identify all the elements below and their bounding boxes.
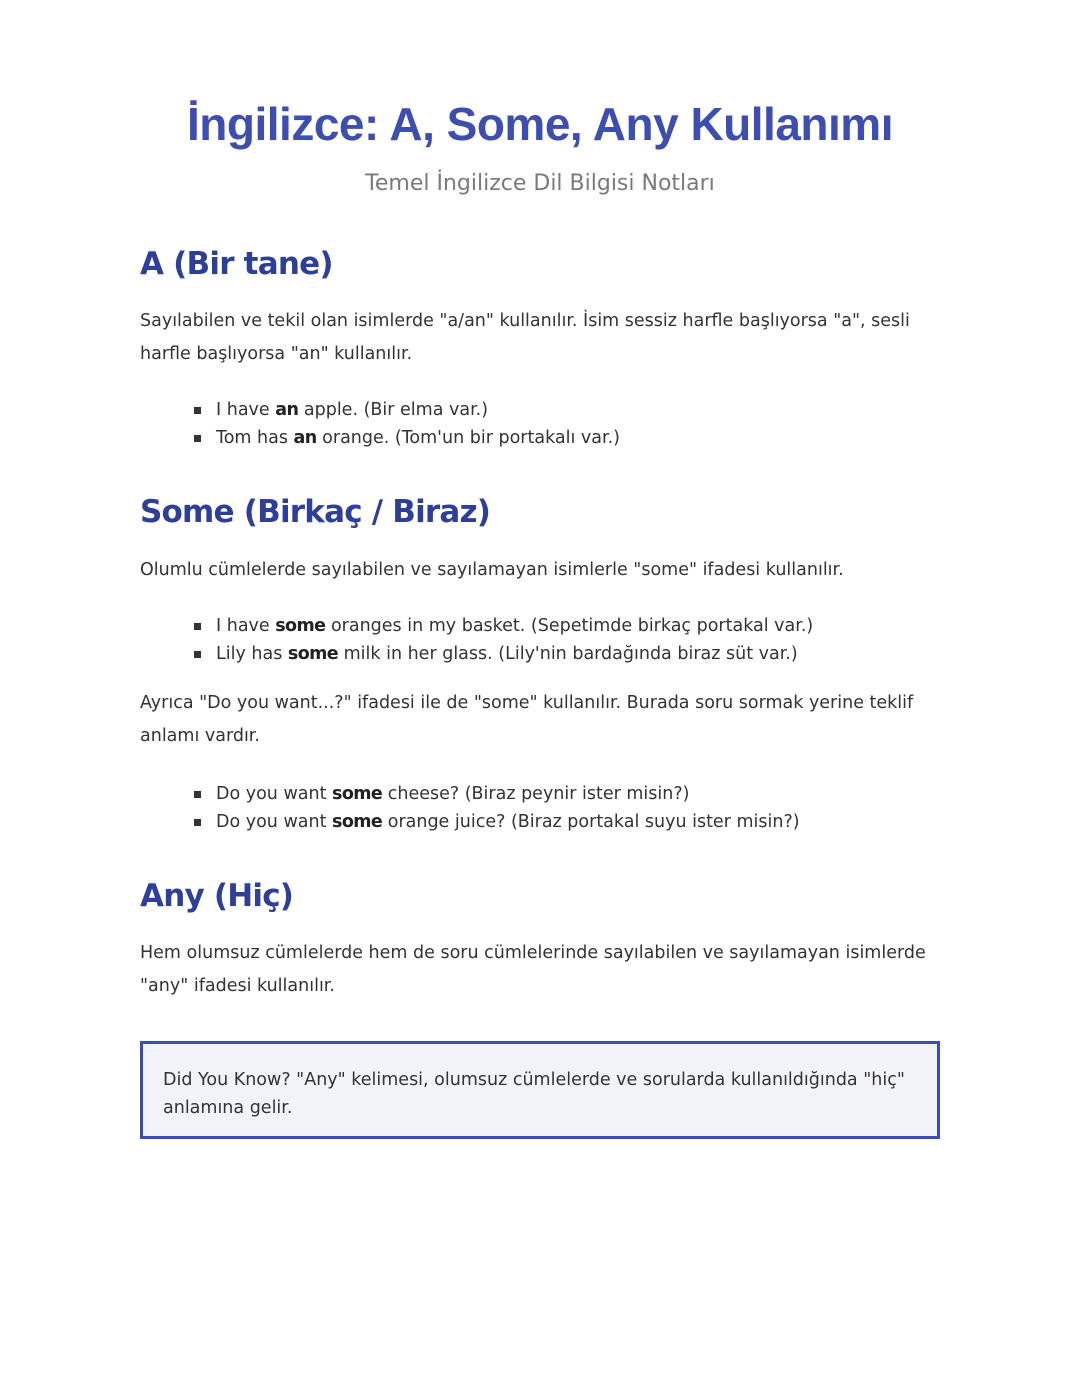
- section-some-examples: [140, 612, 940, 668]
- list-item: Tom has an orange. (Tom'un bir portakalı var.): [216, 424, 940, 452]
- bullet-icon: [194, 435, 201, 442]
- section-some-paragraph-2: Ayrıca "Do you want...?" ifadesi ile de "some" kullanılır. Burada soru sormak yerine teklif anlamı vardır.: [140, 693, 914, 746]
- keyword: an: [293, 428, 317, 448]
- section-heading-some: Some (Birkaç / Biraz): [140, 494, 491, 530]
- section-some-body-2: [140, 687, 940, 753]
- page-title: İngilizce: A, Some, Any Kullanımı: [187, 98, 893, 150]
- section-any: [140, 874, 940, 918]
- list-item: Lily has some milk in her glass. (Lily'nin bardağında biraz süt var.): [216, 640, 940, 668]
- keyword: some: [332, 784, 383, 804]
- section-a-paragraph: Sayılabilen ve tekil olan isimlerde "a/an" kullanılır. İsim sessiz harfle başlıyorsa "a", sesli harfle başlıyorsa "an" kullanılır.: [140, 311, 910, 364]
- section-any-body: [140, 937, 940, 1003]
- section-some: [140, 490, 940, 534]
- section-some-paragraph: Olumlu cümlelerde sayılabilen ve sayılamayan isimlerle "some" ifadesi kullanılır.: [140, 560, 844, 580]
- keyword: an: [275, 400, 299, 420]
- list-item: Do you want some cheese? (Biraz peynir ister misin?): [216, 780, 940, 808]
- section-a-examples: [140, 396, 940, 452]
- bullet-icon: [194, 819, 201, 826]
- list-item: I have an apple. (Bir elma var.): [216, 396, 940, 424]
- callout-text: Did You Know? "Any" kelimesi, olumsuz cümlelerde ve sorularda kullanıldığında "hiç" anlamına gelir.: [163, 1070, 905, 1118]
- did-you-know-callout: [140, 1041, 940, 1139]
- bullet-icon: [194, 623, 201, 630]
- section-a-body: [140, 305, 940, 371]
- list-item: Do you want some orange juice? (Biraz portakal suyu ister misin?): [216, 808, 940, 836]
- section-any-paragraph: Hem olumsuz cümlelerde hem de soru cümlelerinde sayılabilen ve sayılamayan isimlerde "any" ifadesi kullanılır.: [140, 943, 926, 996]
- bullet-icon: [194, 791, 201, 798]
- section-a: [140, 242, 940, 286]
- section-heading-a: A (Bir tane): [140, 246, 333, 282]
- list-item: I have some oranges in my basket. (Sepetimde birkaç portakal var.): [216, 612, 940, 640]
- bullet-icon: [194, 407, 201, 414]
- keyword: some: [275, 616, 326, 636]
- section-some-examples-2: [140, 780, 940, 836]
- keyword: some: [332, 812, 383, 832]
- page-subtitle: Temel İngilizce Dil Bilgisi Notları: [365, 171, 715, 196]
- keyword: some: [287, 644, 339, 664]
- section-some-body: [140, 554, 940, 587]
- bullet-icon: [194, 651, 201, 658]
- section-heading-any: Any (Hiç): [140, 878, 294, 914]
